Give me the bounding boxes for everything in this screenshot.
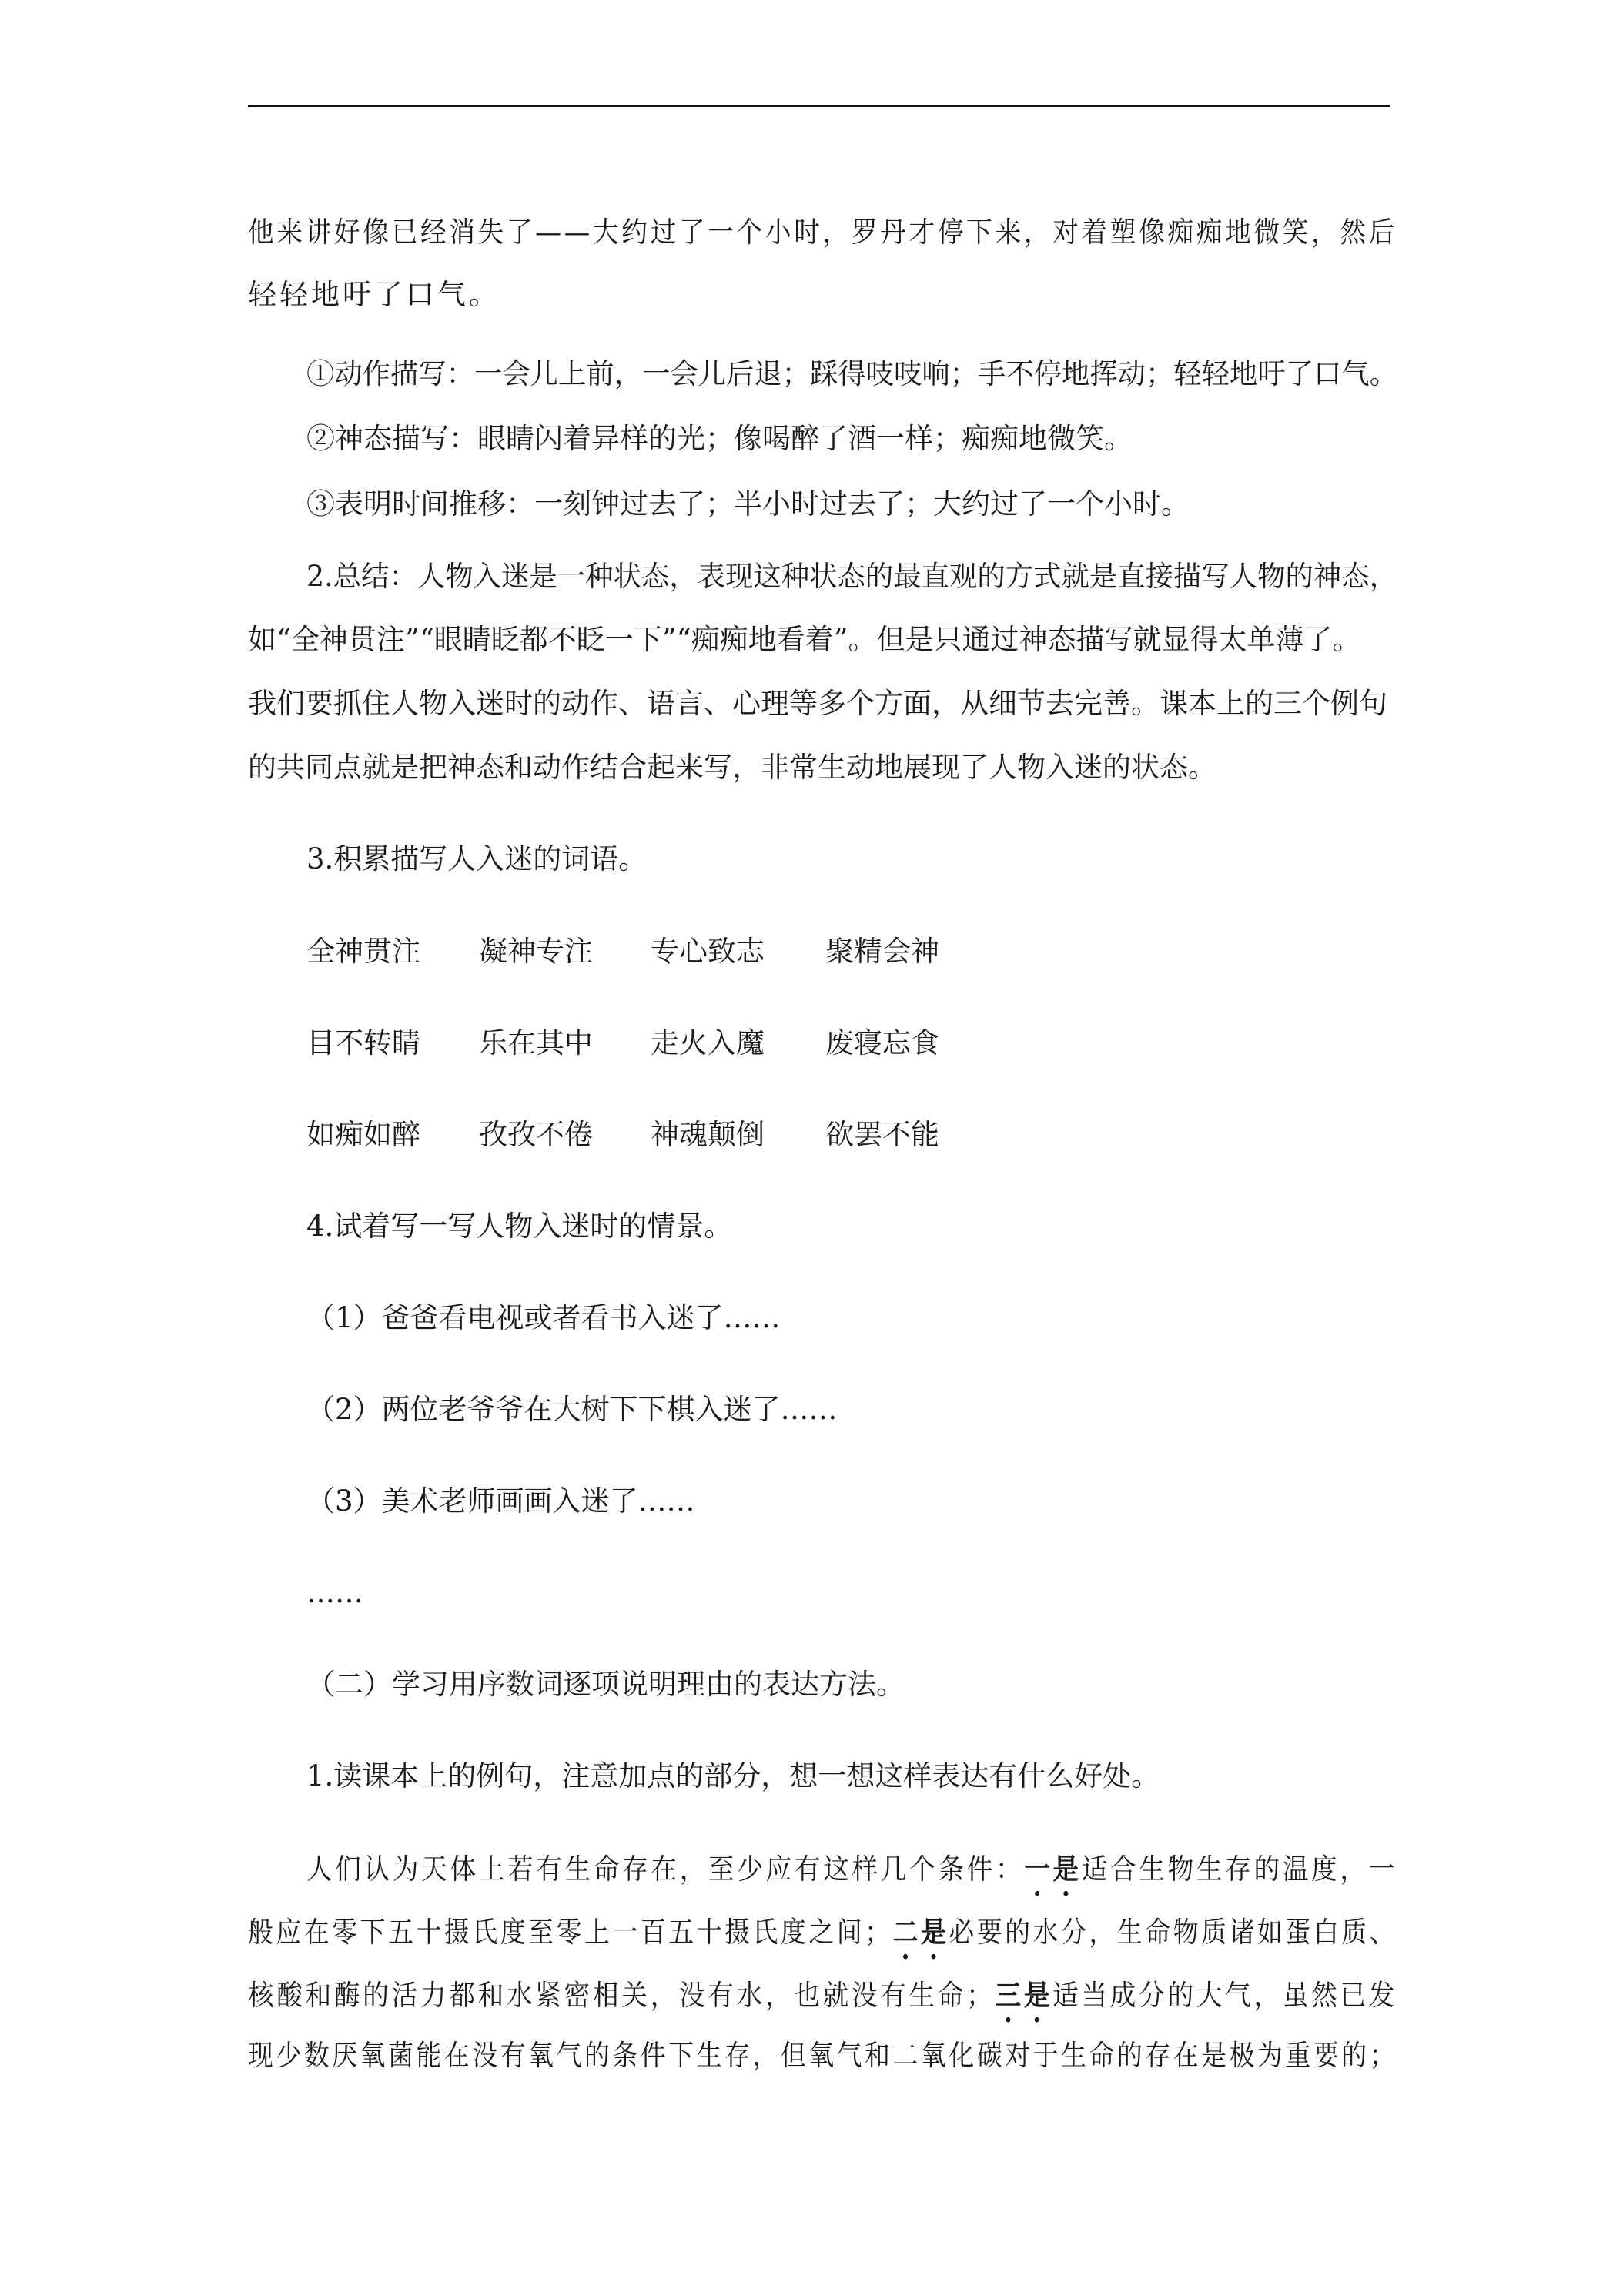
vocab-word: 废寝忘食 bbox=[825, 1026, 939, 1059]
vocab-word: 乐在其中 bbox=[479, 1026, 593, 1059]
example-text: 必要的水分，生命物质诸如蛋白质、 bbox=[949, 1916, 1398, 1949]
vocab-word: 神魂颠倒 bbox=[651, 1118, 765, 1151]
analysis-action: ①动作描写：一会儿上前，一会儿后退；踩得吱吱响；手不停地挥动；轻轻地吁了口气。 bbox=[306, 357, 1398, 390]
ordinal-emphasis: 二是 bbox=[892, 1915, 949, 1949]
writing-ellipsis: …… bbox=[306, 1576, 363, 1609]
summary-line-3: 我们要抓住人物入迷时的动作、语言、心理等多个方面，从细节去完善。课本上的三个例句 bbox=[248, 687, 1387, 720]
analysis-expression: ②神态描写：眼睛闪着异样的光；像喝醉了酒一样；痴痴地微笑。 bbox=[306, 422, 1133, 455]
writing-item-1: （1）爸爸看电视或者看书入迷了…… bbox=[306, 1301, 781, 1334]
example-text: 适合生物生存的温度，一 bbox=[1081, 1853, 1398, 1886]
vocab-word: 全神贯注 bbox=[306, 935, 420, 968]
vocab-word: 欲罢不能 bbox=[825, 1118, 939, 1151]
summary-line-4: 的共同点就是把神态和动作结合起来写，非常生动地展现了人物入迷的状态。 bbox=[248, 751, 1216, 784]
summary-line-1: 2.总结：人物入迷是一种状态，表现这种状态的最直观的方式就是直接描写人物的神态， bbox=[306, 560, 1397, 593]
vocab-word: 聚精会神 bbox=[825, 935, 939, 968]
writing-item-3: （3）美术老师画画入迷了…… bbox=[306, 1484, 695, 1518]
example-line-1 bbox=[306, 1852, 1397, 1903]
vocab-word: 目不转睛 bbox=[306, 1026, 420, 1059]
writing-heading: 4.试着写一写人物入迷时的情景。 bbox=[306, 1210, 733, 1243]
example-text: 人们认为天体上若有生命存在，至少应有这样几个条件： bbox=[306, 1853, 1025, 1886]
example-line-3 bbox=[248, 1978, 1397, 2029]
vocab-word: 走火入魔 bbox=[651, 1026, 765, 1059]
passage-line-2: 轻轻地吁了口气。 bbox=[248, 278, 500, 311]
section2-heading: （二）学习用序数词逐项说明理由的表达方法。 bbox=[306, 1668, 905, 1701]
example-line-4: 现少数厌氧菌能在没有氧气的条件下生存，但氧气和二氧化碳对于生命的存在是极为重要的； bbox=[248, 2039, 1398, 2072]
vocab-word: 孜孜不倦 bbox=[479, 1118, 593, 1151]
writing-item-2: （2）两位老爷爷在大树下下棋入迷了…… bbox=[306, 1393, 838, 1426]
vocab-heading: 3.积累描写人入迷的词语。 bbox=[306, 842, 648, 875]
vocab-word: 凝神专注 bbox=[479, 935, 593, 968]
vocab-word: 专心致志 bbox=[651, 935, 765, 968]
vocab-word: 如痴如醉 bbox=[306, 1118, 420, 1151]
header-rule bbox=[248, 105, 1390, 107]
section2-task: 1.读课本上的例句，注意加点的部分，想一想这样表达有什么好处。 bbox=[306, 1759, 1160, 1792]
example-text: 核酸和酶的活力都和水紧密相关，没有水，也就没有生命； bbox=[248, 1979, 996, 2012]
ordinal-emphasis: 一是 bbox=[1024, 1852, 1082, 1886]
analysis-time: ③表明时间推移：一刻钟过去了；半小时过去了；大约过了一个小时。 bbox=[306, 487, 1190, 520]
ordinal-emphasis: 三是 bbox=[995, 1978, 1053, 2012]
example-text: 适当成分的大气，虽然已发 bbox=[1052, 1979, 1398, 2012]
example-text: 般应在零下五十摄氏度至零上一百五十摄氏度之间； bbox=[248, 1916, 893, 1949]
passage-line-1: 他来讲好像已经消失了——大约过了一个小时，罗丹才停下来，对着塑像痴痴地微笑，然后 bbox=[248, 216, 1398, 249]
summary-line-2: 如“全神贯注”“眼睛眨都不眨一下”“痴痴地看着”。但是只通过神态描写就显得太单薄了。 bbox=[248, 623, 1361, 656]
example-line-2 bbox=[248, 1915, 1397, 1966]
